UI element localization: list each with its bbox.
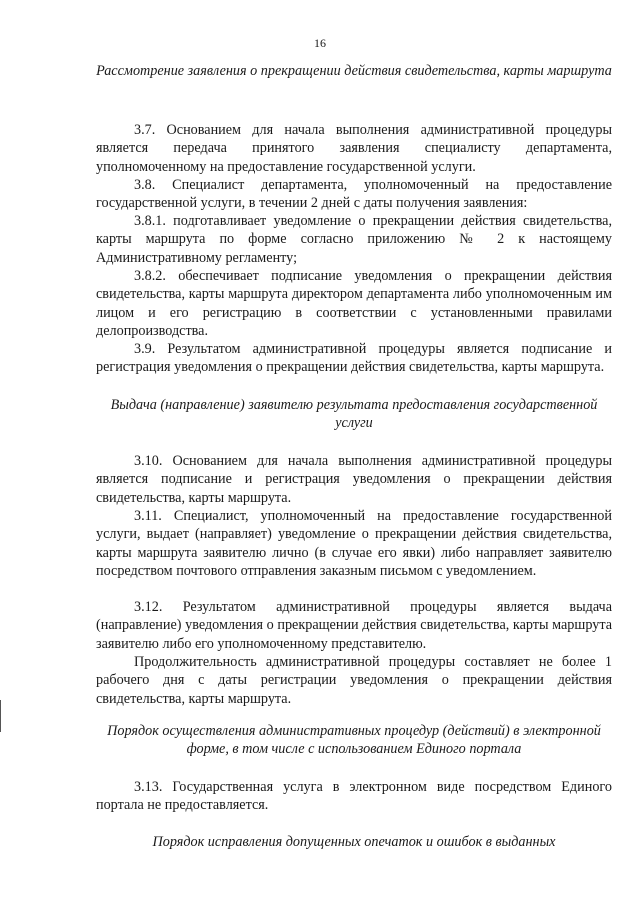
scan-edge-mark: [0, 700, 1, 732]
paragraph-duration: Продолжительность административной процедуры составляет не более 1 рабочего дня с даты регистрации уведомления о прекращении действия свидетельства, карты маршрута.: [96, 654, 612, 707]
section-heading-issuance: Выдача (направление) заявителю результата предоставления государственной услуги: [110, 397, 598, 431]
page-number: 16: [314, 36, 326, 50]
section-heading-electronic: Порядок осуществления административных процедур (действий) в электронной форме, в том числе с использованием Единого портала: [107, 723, 601, 757]
paragraph-3-7: 3.7. Основанием для начала выполнения административной процедуры является передача принятого заявления специалисту департамента, уполномоченному на предоставление государственной услуги.: [96, 122, 612, 175]
paragraph-3-9: 3.9. Результатом административной процедуры является подписание и регистрация уведомления о прекращении действия свидетельства, карты маршрута.: [96, 341, 612, 376]
section-heading-corrections: Порядок исправления допущенных опечаток и ошибок в выданных: [152, 834, 556, 850]
paragraph-3-12: 3.12. Результатом административной процедуры является выдача (направление) уведомления о прекращении действия свидетельства, карты маршрута заявителю либо его уполномоченному представителю.: [96, 599, 612, 652]
section-heading-review: Рассмотрение заявления о прекращении действия свидетельства, карты маршрута: [96, 63, 612, 79]
paragraph-3-10: 3.10. Основанием для начала выполнения административной процедуры является подписание и регистрация уведомления о прекращении действия свидетельства, карты маршрута.: [96, 453, 612, 506]
paragraph-3-8: 3.8. Специалист департамента, уполномоченный на предоставление государственной услуги, в течении 2 дней с даты получения заявления:: [96, 177, 612, 212]
paragraph-3-8-1: 3.8.1. подготавливает уведомление о прекращении действия свидетельства, карты маршрута по форме согласно приложению № 2 к настоящему Административному регламенту;: [96, 213, 612, 266]
paragraph-3-11: 3.11. Специалист, уполномоченный на предоставление государственной услуги, выдает (направляет) уведомление о прекращении действия свидетельства, карты маршрута заявителю лично (в случае его явки) либо направляет заявителю посредством почтового отправления заказным письмом с уведомлением.: [96, 508, 612, 579]
paragraph-3-13: 3.13. Государственная услуга в электронном виде посредством Единого портала не предоставляется.: [96, 779, 612, 814]
paragraph-3-8-2: 3.8.2. обеспечивает подписание уведомления о прекращении действия свидетельства, карты маршрута директором департамента либо уполномоченным им лицом и его регистрацию в соответствии с установленными правилами делопроизводства.: [96, 268, 612, 339]
